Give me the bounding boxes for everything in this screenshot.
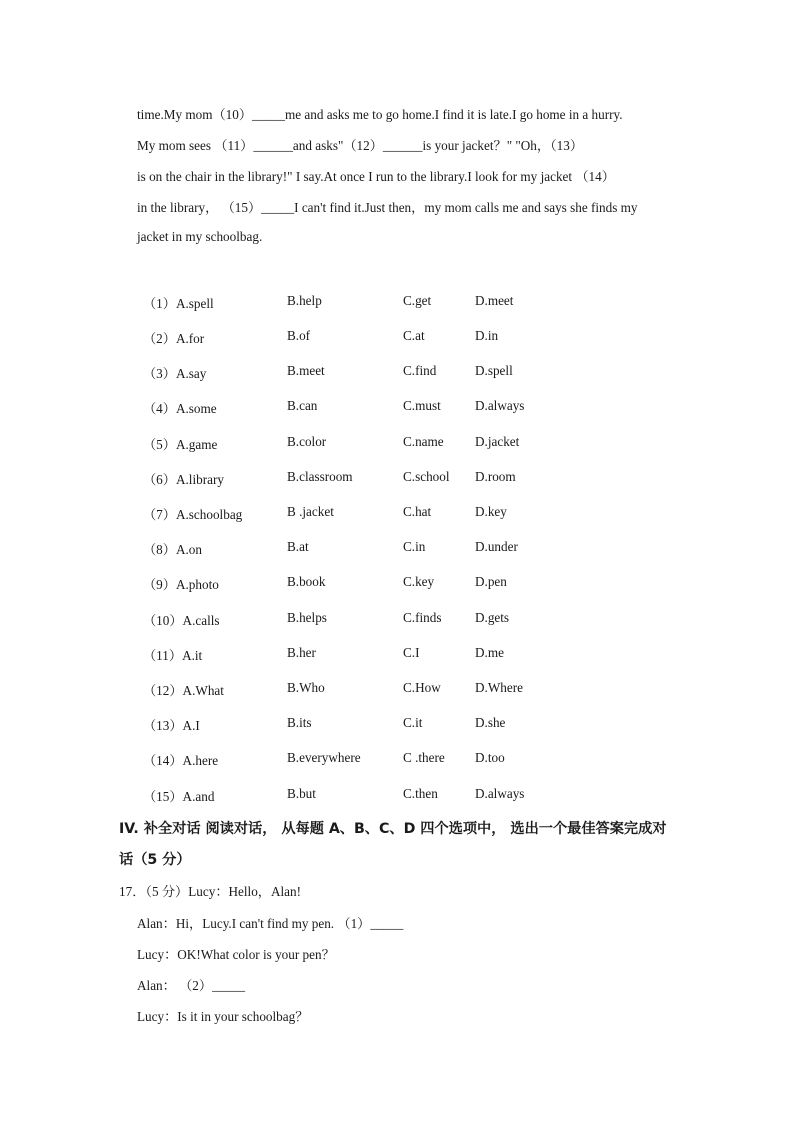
option-a: （4）A.some (143, 401, 217, 416)
option-b: B.book (287, 574, 326, 589)
option-row (0, 715, 794, 735)
option-c: C.I (403, 645, 420, 660)
option-d: D.too (475, 750, 505, 765)
option-b: B.classroom (287, 469, 353, 484)
option-d: D.room (475, 469, 516, 484)
option-a: （12）A.What (143, 683, 224, 698)
option-b: B .jacket (287, 504, 334, 519)
option-b: B.her (287, 645, 316, 660)
option-row (0, 469, 794, 489)
option-b: B.at (287, 539, 309, 554)
option-c: C.get (403, 293, 432, 308)
option-c: C.school (403, 469, 450, 484)
option-d: D.Where (475, 680, 523, 695)
dialog-line: Alan：Hi，Lucy.I can't find my pen. （1）_____ (137, 916, 404, 931)
option-b: B.color (287, 434, 327, 449)
question-header: 17．（5 分）Lucy：Hello，Alan! (119, 884, 302, 899)
option-a: （6）A.library (143, 472, 224, 487)
option-c: C.in (403, 539, 426, 554)
option-c: C.finds (403, 610, 442, 625)
option-row (0, 680, 794, 700)
section-heading: IV. 补全对话 阅读对话， 从每题 A、B、C、D 四个选项中， 选出一个最佳答案完成对 (119, 821, 667, 837)
option-a: （5）A.game (143, 437, 218, 452)
option-a: （1）A.spell (143, 296, 214, 311)
option-c: C.at (403, 328, 425, 343)
option-c: C.find (403, 363, 437, 378)
option-c: C.name (403, 434, 444, 449)
option-a: （8）A.on (143, 542, 202, 557)
option-c: C.hat (403, 504, 432, 519)
option-b: B.help (287, 293, 322, 308)
option-row (0, 750, 794, 770)
option-b: B.helps (287, 610, 327, 625)
option-row (0, 293, 794, 313)
option-row (0, 504, 794, 524)
option-d: D.in (475, 328, 499, 343)
option-d: D.pen (475, 574, 507, 589)
option-c: C.must (403, 398, 441, 413)
dialog-line: Lucy：OK!What color is your pen？ (137, 947, 335, 962)
option-row (0, 610, 794, 630)
dialog-line: Alan： （2）_____ (137, 978, 246, 993)
option-b: B.can (287, 398, 318, 413)
option-row (0, 645, 794, 665)
option-row (0, 574, 794, 594)
option-b: B.everywhere (287, 750, 361, 765)
passage-line: My mom sees （11）______and asks"（12）______is your jacket？" "Oh，（13） (137, 138, 584, 153)
option-row (0, 539, 794, 559)
section-heading-cont: 话（5 分） (119, 852, 191, 868)
option-row (0, 328, 794, 348)
option-d: D.spell (475, 363, 513, 378)
option-row (0, 786, 794, 806)
option-row (0, 363, 794, 383)
option-a: （11）A.it (143, 648, 203, 663)
option-a: （10）A.calls (143, 613, 220, 628)
option-c: C .there (403, 750, 445, 765)
option-b: B.its (287, 715, 312, 730)
option-row (0, 398, 794, 418)
option-a: （7）A.schoolbag (143, 507, 243, 522)
option-a: （13）A.I (143, 718, 200, 733)
option-a: （14）A.here (143, 753, 219, 768)
passage-line: jacket in my schoolbag. (137, 229, 263, 244)
option-b: B.Who (287, 680, 325, 695)
option-c: C.it (403, 715, 423, 730)
passage-line: time.My mom（10）_____me and asks me to go home.I find it is late.I go home in a hurry. (137, 107, 623, 122)
option-d: D.meet (475, 293, 514, 308)
option-b: B.of (287, 328, 311, 343)
option-d: D.key (475, 504, 507, 519)
option-d: D.gets (475, 610, 510, 625)
dialog-line: Lucy：Is it in your schoolbag？ (137, 1009, 309, 1024)
passage-line: is on the chair in the library!" I say.At once I run to the library.I look for my jacket （14） (137, 169, 615, 184)
option-d: D.me (475, 645, 504, 660)
passage-line: in the library， （15）_____I can't find it.Just then，my mom calls me and says she finds my (137, 200, 638, 215)
option-d: D.jacket (475, 434, 520, 449)
option-d: D.always (475, 398, 525, 413)
option-a: （15）A.and (143, 789, 215, 804)
option-a: （2）A.for (143, 331, 205, 346)
option-a: （9）A.photo (143, 577, 219, 592)
option-b: B.meet (287, 363, 325, 378)
option-b: B.but (287, 786, 316, 801)
option-c: C.key (403, 574, 435, 589)
option-d: D.under (475, 539, 518, 554)
option-c: C.then (403, 786, 438, 801)
option-d: D.always (475, 786, 525, 801)
option-a: （3）A.say (143, 366, 207, 381)
option-row (0, 434, 794, 454)
option-c: C.How (403, 680, 441, 695)
option-d: D.she (475, 715, 506, 730)
